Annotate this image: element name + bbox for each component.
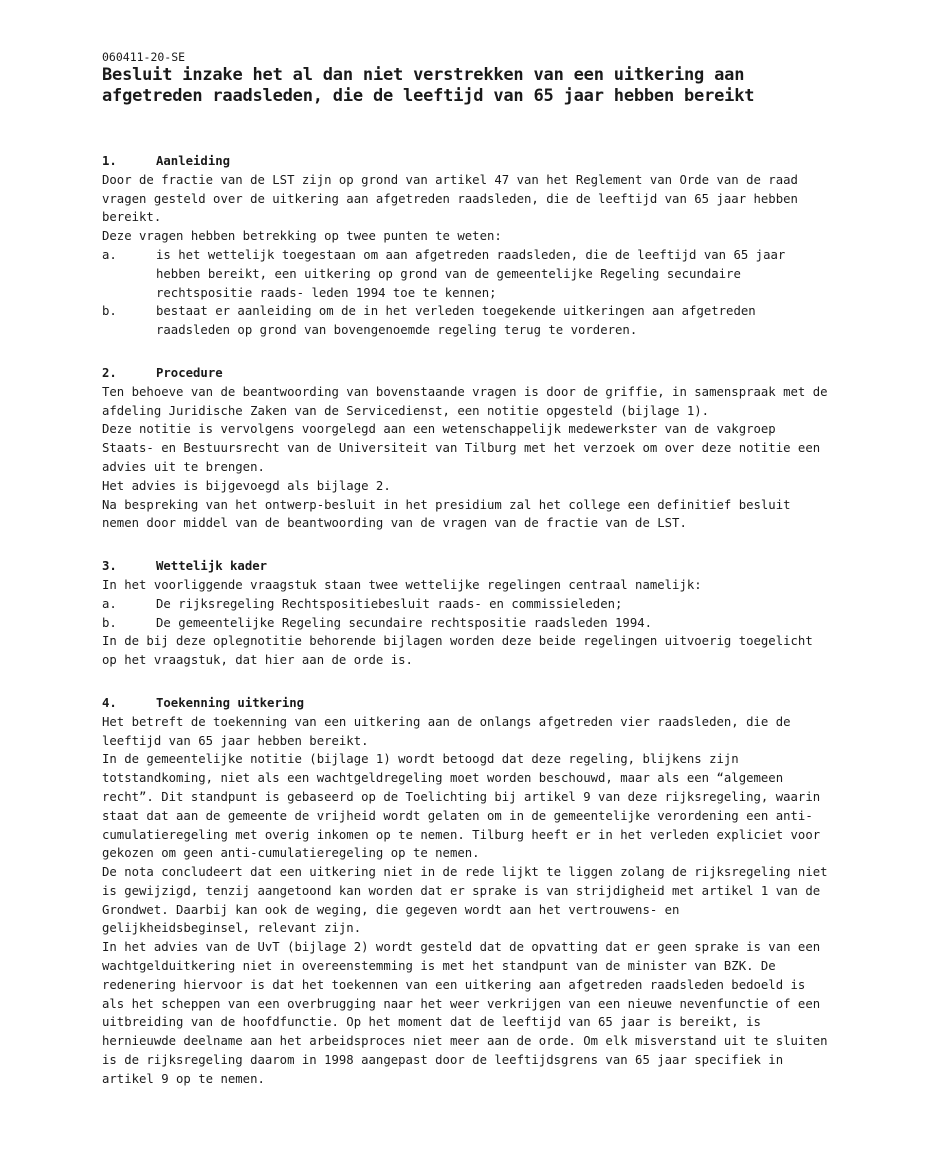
list-text: De gemeentelijke Regeling secundaire rechtspositie raadsleden 1994. <box>156 615 653 630</box>
paragraph: De nota concludeert dat een uitkering niet in de rede lijkt te liggen zolang de rijksregeling niet is gewijzigd, tenzij aangetoond kan worden dat er sprake is van strijdigheid met artikel 1 van de Grondwet. Daarbij kan ook de weging, die gegeven wordt aan het vertrouwens- en gelijkheidsbeginsel, relevant zijn. <box>102 865 828 936</box>
list-text: is het wettelijk toegestaan om aan afgetreden raadsleden, die de leeftijd van 65 jaar hebben bereikt, een uitkering op grond van de gemeentelijke Regeling secundaire rechtspositie raads- leden 1994 toe te kennen; <box>156 247 786 300</box>
section-aanleiding <box>102 152 830 340</box>
section-heading <box>102 152 830 171</box>
section-heading <box>102 694 830 713</box>
section-procedure <box>102 364 830 533</box>
section-title: Aanleiding <box>156 154 231 168</box>
paragraph: In de bij deze oplegnotitie behorende bijlagen worden deze beide regelingen uitvoerig toegelicht op het vraagstuk, dat hier aan de orde is. <box>102 634 813 668</box>
section-wettelijk-kader <box>102 557 830 670</box>
paragraph: Na bespreking van het ontwerp-besluit in het presidium zal het college een definitief besluit nemen door middel van de beantwoording van de vragen van de fractie van de LST. <box>102 497 791 531</box>
list-text: De rijksregeling Rechtspositiebesluit raads- en commissieleden; <box>156 596 623 611</box>
list-marker: a. <box>102 596 117 611</box>
section-number: 1. <box>102 154 117 168</box>
section-title: Wettelijk kader <box>156 559 268 574</box>
list-item <box>102 302 830 340</box>
section-title: Procedure <box>156 365 223 380</box>
section-heading <box>102 557 830 576</box>
paragraph: Deze notitie is vervolgens voorgelegd aan een wetenschappelijk medewerkster van de vakgroep Staats- en Bestuursrecht van de Universiteit van Tilburg met het verzoek om over deze notitie een advies uit te brengen. <box>102 422 821 474</box>
paragraph: In het advies van de UvT (bijlage 2) wordt gesteld dat de opvatting dat er geen sprake is van een wachtgelduitkering niet in overeenstemming is met het standpunt van de minister van BZK. De redenering hiervoor is dat het toekennen van een uitkering aan afgetreden raadsleden bedoeld is als het scheppen van een overbrugging naar het weer verkrijgen van een nieuwe nevenfunctie of een uitbreiding van de hoofdfunctie. Op het moment dat de leeftijd van 65 jaar is bereikt, is hernieuwde deelname aan het arbeidsproces niet meer aan de orde. Om elk misverstand uit te sluiten is de rijksregeling daarom in 1998 aangepast door de leeftijdsgrens van 65 jaar specifiek in artikel 9 op te nemen. <box>102 940 828 1086</box>
paragraph: Deze vragen hebben betrekking op twee punten te weten: <box>102 229 502 244</box>
paragraph: Het advies is bijgevoegd als bijlage 2. <box>102 478 391 493</box>
list-item <box>102 614 830 633</box>
document-code: 060411-20-SE <box>102 50 186 64</box>
list-marker: b. <box>102 304 117 319</box>
list-marker: b. <box>102 615 117 630</box>
list-text: bestaat er aanleiding om de in het verleden toegekende uitkeringen aan afgetreden raadsleden op grond van bovengenoemde regeling terug te vorderen. <box>156 304 756 338</box>
list-item <box>102 246 830 302</box>
section-title: Toekenning uitkering <box>156 695 305 710</box>
list-marker: a. <box>102 247 117 262</box>
section-heading <box>102 364 830 383</box>
paragraph: Ten behoeve van de beantwoording van bovenstaande vragen is door de griffie, in samenspraak met de afdeling Juridische Zaken van de Servicedienst, een notitie opgesteld (bijlage 1). <box>102 384 828 418</box>
section-number: 2. <box>102 365 117 380</box>
paragraph: In het voorliggende vraagstuk staan twee wettelijke regelingen centraal namelijk: <box>102 577 702 592</box>
section-number: 3. <box>102 559 117 574</box>
list-item <box>102 595 830 614</box>
document-title: Besluit inzake het al dan niet verstrekken van een uitkering aan afgetreden raadsleden, die de leeftijd van 65 jaar hebben bereikt <box>102 65 755 106</box>
paragraph: Door de fractie van de LST zijn op grond van artikel 47 van het Reglement van Orde van de raad vragen gesteld over de uitkering aan afgetreden raadsleden, die de leeftijd van 65 jaar hebben bereikt. <box>102 172 798 225</box>
paragraph: Het betreft de toekenning van een uitkering aan de onlangs afgetreden vier raadsleden, die de leeftijd van 65 jaar hebben bereikt. <box>102 714 791 748</box>
section-toekenning-uitkering <box>102 694 830 1089</box>
paragraph: In de gemeentelijke notitie (bijlage 1) wordt betoogd dat deze regeling, blijkens zijn totstandkoming, niet als een wachtgeldregeling moet worden beschouwd, maar als een “algemeen recht”. Dit standpunt is gebaseerd op de Toelichting bij artikel 9 van deze rijksregeling, waarin staat dat aan de gemeente de vrijheid wordt gelaten om in de gemeentelijke verordening een anti-cumulatieregeling met overig inkomen op te nemen. Tilburg heeft er in het verleden expliciet voor gekozen om geen anti-cumulatieregeling op te nemen. <box>102 752 821 861</box>
section-number: 4. <box>102 695 117 710</box>
